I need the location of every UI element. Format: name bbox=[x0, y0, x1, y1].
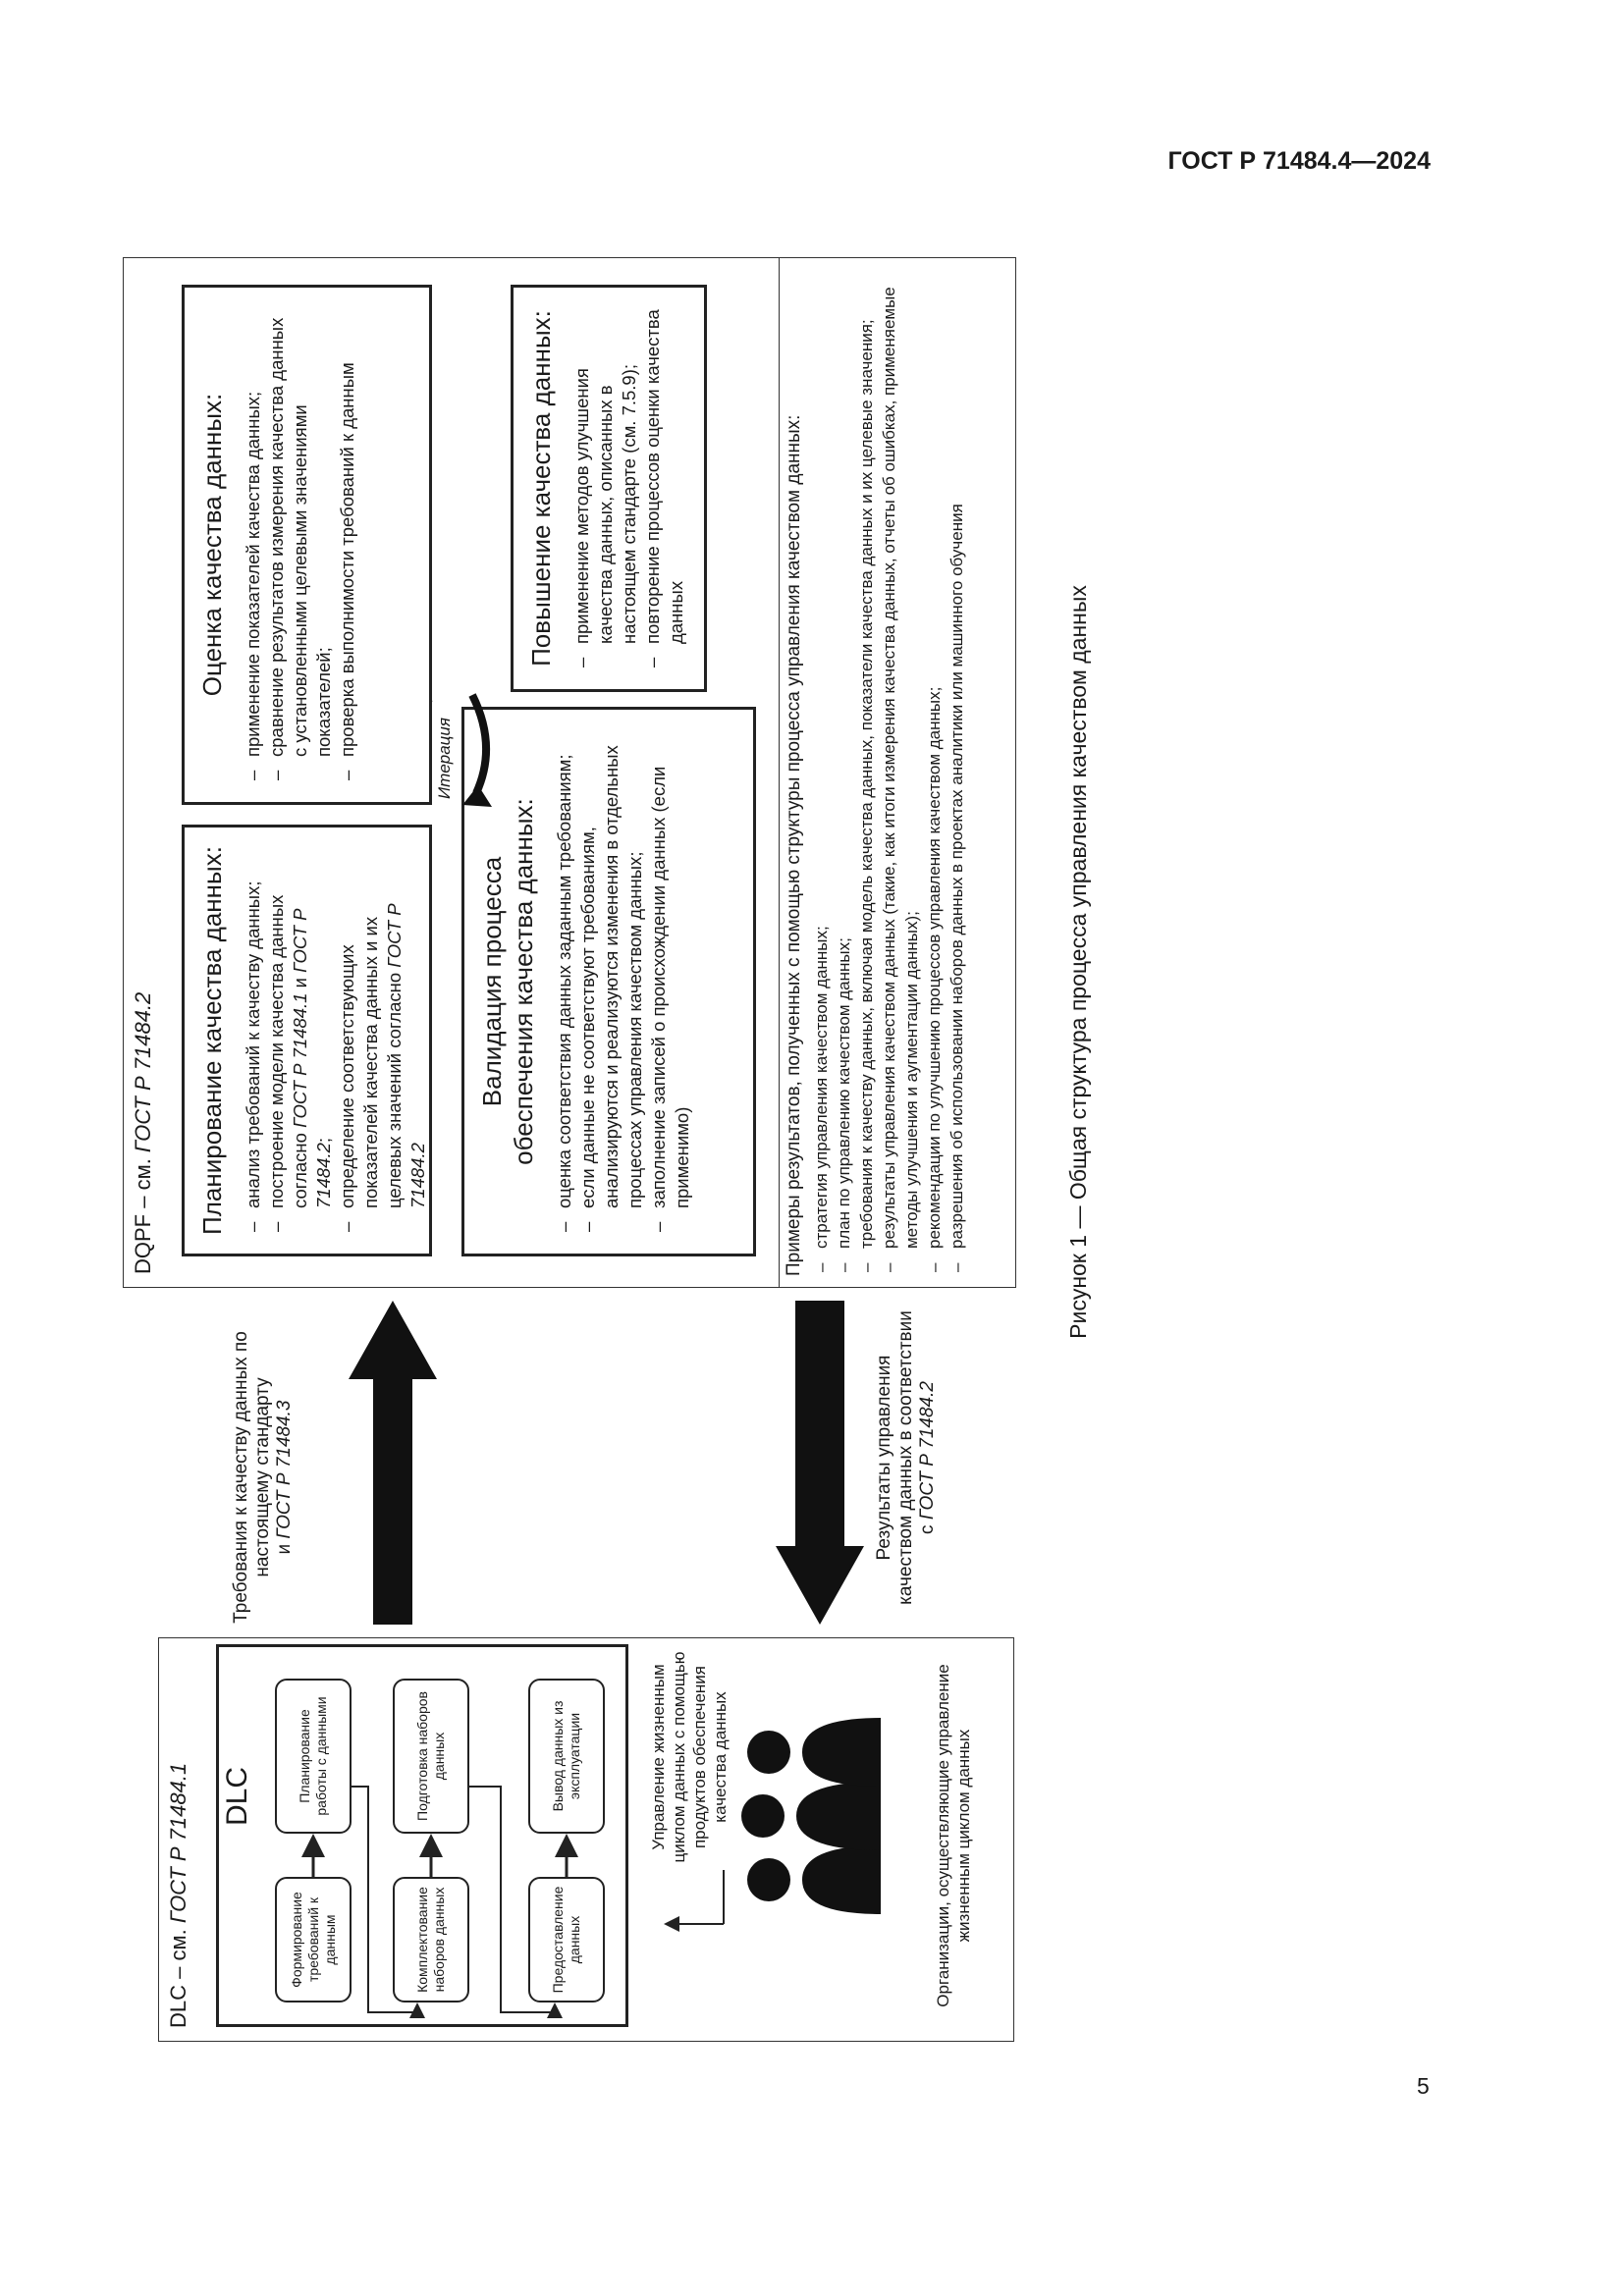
dlc-step-preparation: Подготовка наборов данных bbox=[393, 1679, 469, 1834]
improvement-box bbox=[511, 285, 707, 692]
results-down-arrow bbox=[776, 1301, 864, 1625]
examples-item: – план по управлению качеством данных; bbox=[833, 265, 855, 1276]
assessment-title: Оценка качества данных: bbox=[197, 393, 227, 697]
improvement-title: Повышение качества данных: bbox=[526, 310, 556, 667]
requirements-up-arrow bbox=[349, 1301, 437, 1625]
dlc-lifecycle-arrow bbox=[123, 1629, 830, 2042]
dlc-frame-title: DLC – см. ГОСТ Р 71484.1 bbox=[166, 1762, 190, 2028]
examples-item: – стратегия управления качеством данных; bbox=[810, 265, 833, 1276]
dqpf-examples-divider bbox=[779, 257, 780, 1288]
examples-item: – разрешения об использовании наборов данных в проектах аналитики или машинного обучения bbox=[946, 265, 968, 1276]
examples-section bbox=[783, 265, 968, 1276]
dlc-lifecycle-label: Управление жизненным циклом данных с помощью продуктов обеспечения качества данных bbox=[649, 1651, 730, 1863]
assessment-item: – сравнение результатов измерения качества данных с установленными целевыми значениями показателей; bbox=[265, 305, 336, 784]
assessment-item: – применение показателей качества данных; bbox=[242, 305, 265, 784]
assessment-box bbox=[182, 285, 432, 805]
organizations-icon bbox=[733, 1683, 881, 1949]
improvement-item: – повторение процессов оценки качества данных bbox=[641, 305, 688, 671]
requirements-label: Требования к качеству данных по настоящему стандарту и ГОСТ Р 71484.3 bbox=[231, 1331, 295, 1624]
figure-caption: Рисунок 1 — Общая структура процесса управления качеством данных bbox=[1065, 585, 1091, 1339]
planning-item: – построение модели качества данных согласно ГОСТ Р 71484.1 и ГОСТ Р 71484.2; bbox=[265, 845, 336, 1236]
results-label: Результаты управления качеством данных в соответствии с ГОСТ Р 71484.2 bbox=[874, 1310, 938, 1605]
planning-item: – анализ требований к качеству данных; bbox=[242, 845, 265, 1236]
examples-item: – рекомендации по улучшению процессов управления качеством данных; bbox=[923, 265, 946, 1276]
examples-item: – результаты управления качеством данных (такие, как итоги измерения качества данных, отчеты об ошибках, применяемые методы улучшения и аугментации данных); bbox=[878, 265, 923, 1276]
dlc-box-title: DLC bbox=[221, 1766, 253, 1826]
document-id: ГОСТ Р 71484.4—2024 bbox=[1167, 147, 1431, 175]
dlc-step-provision: Предоставление данных bbox=[528, 1877, 605, 2002]
examples-item: – требования к качеству данных, включая модель качества данных, показатели качества данных и их целевые значения; bbox=[855, 265, 878, 1276]
validation-box bbox=[461, 707, 756, 1256]
iteration-label: Итерация bbox=[435, 718, 454, 799]
planning-box bbox=[182, 825, 432, 1256]
validation-item: – если данные не соответствуют требованиям, анализируются и реализуются изменения в отдельных процессах управления качеством данных; bbox=[576, 727, 647, 1236]
dlc-step-decommission: Вывод данных из эксплуатации bbox=[528, 1679, 605, 1834]
dlc-step-planning: Планирование работы с данными bbox=[275, 1679, 352, 1834]
examples-title: Примеры результатов, полученных с помощью структуры процесса управления качеством данных: bbox=[784, 414, 804, 1276]
dlc-orgs-label: Организации, осуществляющие управление жизненным циклом данных bbox=[934, 1664, 973, 2007]
dlc-step-acquisition: Комплектование наборов данных bbox=[393, 1877, 469, 2002]
dqpf-frame-title: DQPF – см. ГОСТ Р 71484.2 bbox=[131, 991, 155, 1274]
figure-diagram bbox=[123, 255, 1026, 2042]
validation-item: – заполнение записей о происхождении данных (если применимо) bbox=[647, 727, 694, 1236]
assessment-item: – проверка выполнимости требований к данным bbox=[336, 305, 359, 784]
dlc-step-requirements: Формирование требований к данным bbox=[275, 1877, 352, 2002]
validation-title: Валидация процесса обеспечения качества данных: bbox=[477, 798, 538, 1165]
improvement-item: – применение методов улучшения качества данных, описанных в настоящем стандарте (см. 7.5.9); bbox=[570, 305, 641, 671]
page-number: 5 bbox=[1417, 2073, 1430, 2099]
planning-item: – определение соответствующих показателей качества данных и их целевых значений согласно ГОСТ Р 71484.2 bbox=[336, 845, 430, 1236]
validation-item: – оценка соответствия данных заданным требованиям; bbox=[553, 727, 576, 1236]
planning-title: Планирование качества данных: bbox=[197, 846, 227, 1235]
